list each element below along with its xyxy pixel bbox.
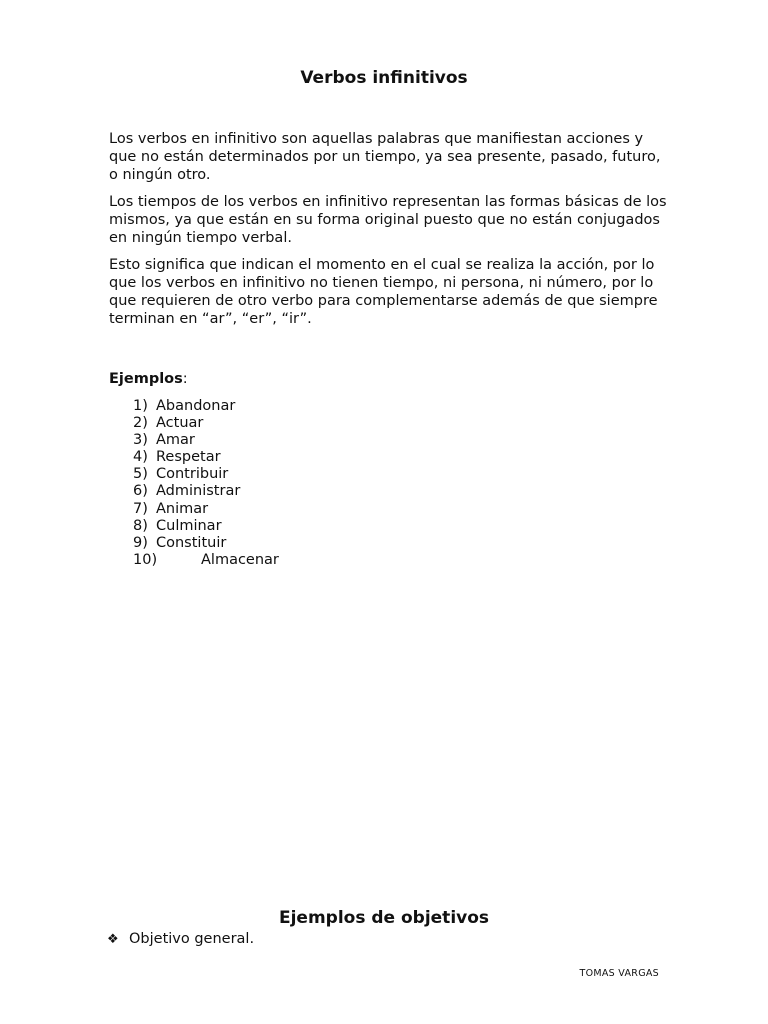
list-item-text: Culminar — [156, 517, 222, 534]
list-item-text: Respetar — [156, 449, 221, 466]
bullet-item — [107, 930, 254, 949]
examples-heading — [109, 371, 188, 387]
list-item — [133, 432, 279, 449]
list-item-number: 9) — [133, 534, 148, 551]
list-item — [133, 398, 279, 415]
list-item-number: 1) — [133, 398, 148, 414]
bullet-item-text: Objetivo general. — [129, 931, 255, 947]
paragraph-2: Los tiempos de los verbos en infinitivo representan las formas básicas de los mismos, ya que están en su forma original puesto que no están conjugados en ningún tiempo verbal. — [109, 194, 667, 246]
list-item-number: 6) — [133, 483, 148, 500]
examples-list — [133, 398, 279, 569]
list-item-text: Administrar — [156, 483, 241, 500]
list-item — [133, 415, 279, 432]
list-item — [133, 535, 279, 552]
list-item-text: Abandonar — [156, 398, 236, 414]
paragraph-3: Esto significa que indican el momento en el cual se realiza la acción, por lo que los verbos en infinitivo no tienen tiempo, ni persona, ni número, por lo que requieren de otro verbo para complementarse además de que siempre terminan en “ar”, “er”, “ir”. — [109, 257, 658, 327]
examples-heading-label: Ejemplos — [109, 371, 183, 387]
list-item-number: 7) — [133, 500, 148, 517]
list-item — [133, 483, 279, 500]
list-item-text: Almacenar — [201, 551, 279, 568]
page-footer: TOMAS VARGAS — [579, 968, 659, 979]
list-item-number: 10) — [133, 551, 158, 568]
document-title: Verbos infinitivos — [300, 68, 468, 88]
examples-heading-colon: : — [182, 371, 188, 387]
list-item-number: 5) — [133, 466, 148, 483]
list-item — [133, 466, 279, 483]
list-item-text: Animar — [156, 500, 209, 517]
list-item — [133, 449, 279, 466]
section-title: Ejemplos de objetivos — [278, 908, 490, 928]
diamond-bullet-icon: ❖ — [107, 932, 119, 947]
list-item — [133, 501, 279, 518]
list-item — [133, 552, 279, 569]
list-item-text: Contribuir — [156, 466, 229, 483]
list-item-text: Constituir — [156, 534, 227, 551]
list-item-text: Amar — [156, 432, 195, 449]
list-item-number: 8) — [133, 517, 148, 534]
list-item-number: 3) — [133, 432, 148, 449]
list-item-number: 4) — [133, 449, 148, 466]
list-item — [133, 518, 279, 535]
list-item-number: 2) — [133, 415, 148, 432]
paragraph-1: Los verbos en infinitivo son aquellas palabras que manifiestan acciones y que no están determinados por un tiempo, ya sea presente, pasado, futuro, o ningún otro. — [109, 131, 661, 183]
list-item-text: Actuar — [156, 415, 204, 432]
body-text — [109, 130, 669, 337]
